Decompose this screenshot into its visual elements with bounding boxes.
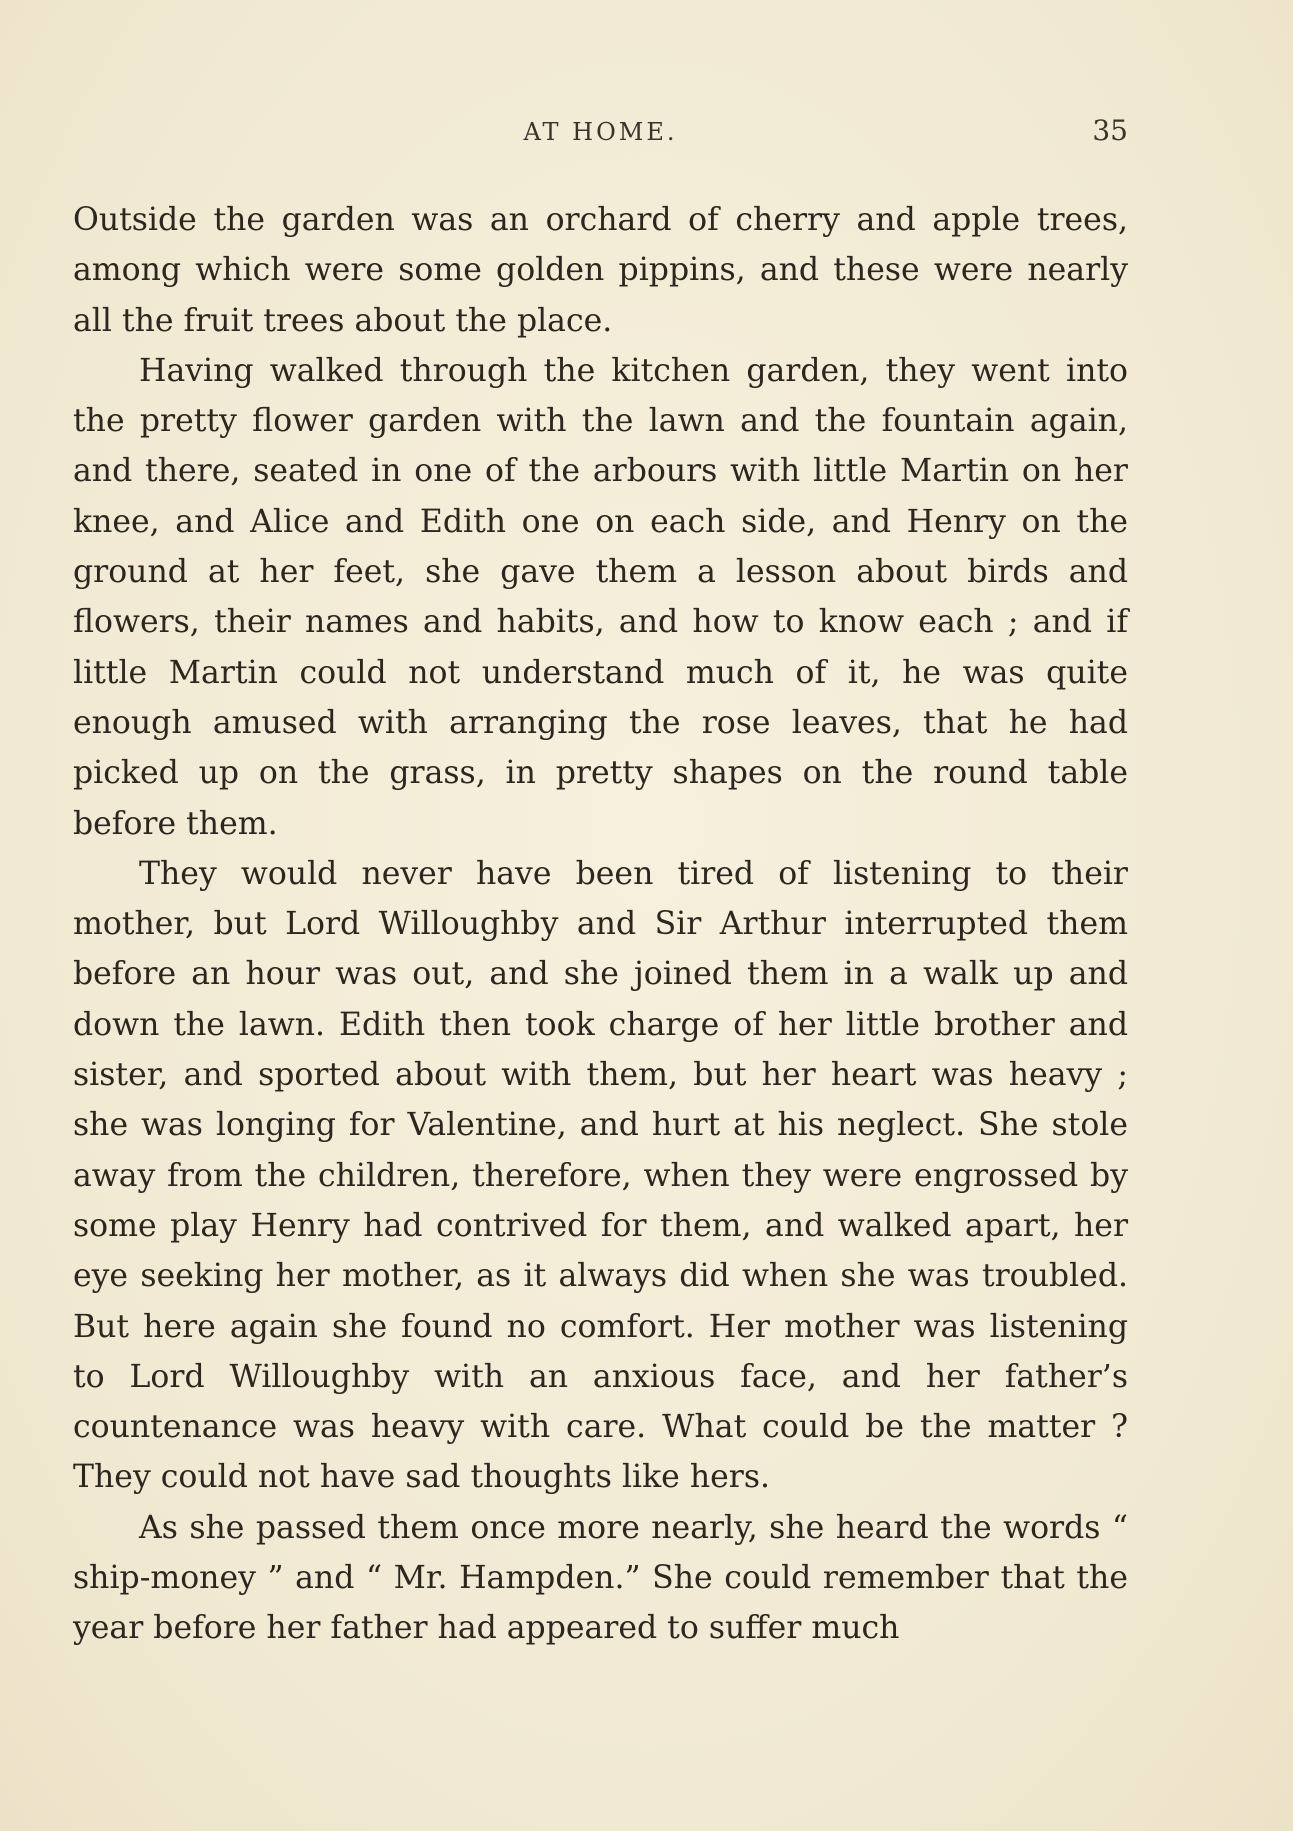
paragraph-1: Outside the garden was an orchard of cherry and apple trees, among which were some golden pippins, and these were nearly all the fruit trees about the place. [73, 202, 1128, 339]
page-number: 35 [1092, 114, 1128, 147]
paragraph-4: As she passed them once more nearly, she heard the words “ ship-money ” and “ Mr. Hampden.” She could remember that the year before her father had appeared to suffer much [73, 1509, 1128, 1647]
body-text [73, 195, 1128, 1654]
running-head: AT HOME. [523, 118, 678, 146]
paragraph-2: Having walked through the kitchen garden, they went into the pretty flower garden with the lawn and the fountain again, and there, seated in one of the arbours with little Martin on her knee, and Alice and Edith one on each side, and Henry on the ground at her feet, she gave them a lesson about birds and flowers, their names and habits, and how to know each ; and if little Martin could not understand much of it, he was quite enough amused with arranging the rose leaves, that he had picked up on the grass, in pretty shapes on the round table before them. [73, 352, 1128, 842]
paragraph-3: They would never have been tired of listening to their mother, but Lord Willoughby and Sir Arthur interrupted them before an hour was out, and she joined them in a walk up and down the lawn. Edith then took charge of her little brother and sister, and sported about with them, but her heart was heavy ; she was longing for Valentine, and hurt at his neglect. She stole away from the children, therefore, when they were engrossed by some play Henry had contrived for them, and walked apart, her eye seeking her mother, as it always did when she was troubled. But here again she found no comfort. Her mother was listening to Lord Willoughby with an anxious face, and her father’s countenance was heavy with care. What could be the matter ? They could not have sad thoughts like hers. [73, 855, 1128, 1496]
page-header [73, 114, 1128, 158]
